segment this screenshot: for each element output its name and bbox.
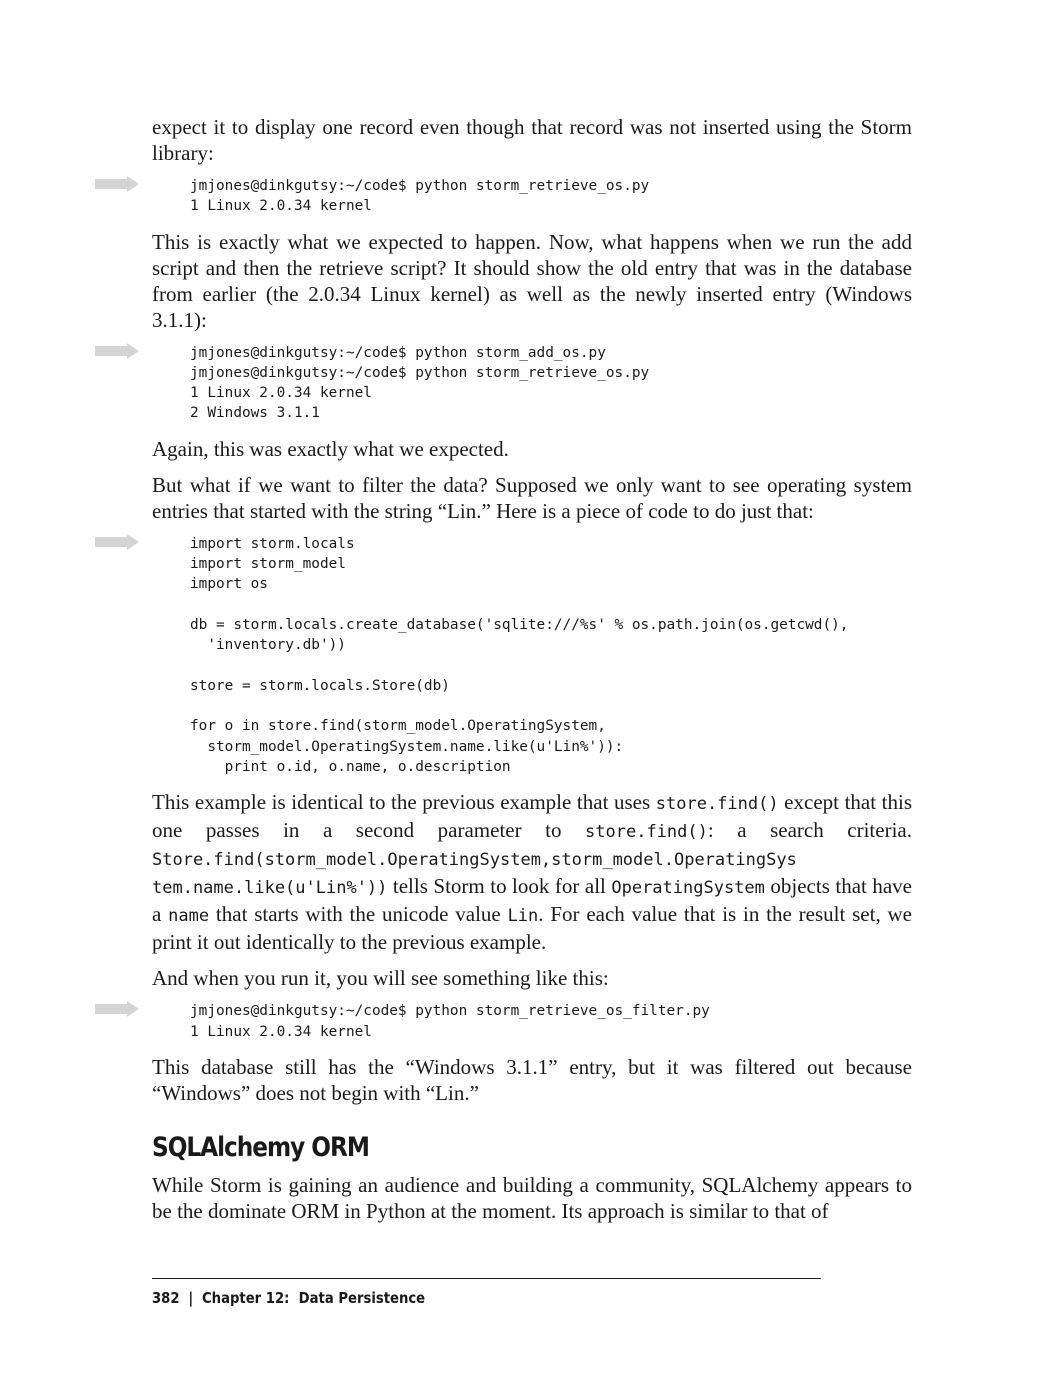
page-number: 382: [152, 1289, 180, 1307]
text-run: that starts with the unicode value: [209, 902, 508, 927]
inline-code: Lin: [507, 906, 539, 927]
section-heading: SQLAlchemy ORM: [152, 1131, 369, 1163]
chapter-title: Data Persistence: [298, 1289, 426, 1307]
text-run: : a search criteria.: [707, 818, 912, 843]
paragraph: While Storm is gaining an audience and building a community, SQLAlchemy appears to be the dominate ORM in Python at the moment. Its approach is similar to that of: [152, 1172, 912, 1223]
code-listing: jmjones@dinkgutsy:~/code$ python storm_add_os.py jmjones@dinkgutsy:~/code$ python storm_retrieve_os.py 1 Linux 2.0.34 kernel 2 Windows 3.1.1: [190, 344, 650, 422]
paragraph: And when you run it, you will see something like this:: [152, 966, 609, 991]
text-run: This example is identical to the previous example that uses: [152, 790, 656, 815]
paragraph: [152, 789, 912, 955]
text-run: . For each value that is in the result set, we print it out identically to the previous example.: [152, 902, 912, 955]
page-body: [152, 114, 912, 1234]
inline-code: Store.find(storm_model.OperatingSystem,storm_model.OperatingSys tem.name.like(u'Lin%')): [152, 850, 797, 899]
code-block: [152, 176, 912, 217]
arrow-right-icon: [95, 176, 139, 192]
arrow-right-icon: [95, 534, 139, 550]
code-block: [152, 1001, 912, 1042]
code-listing: jmjones@dinkgutsy:~/code$ python storm_retrieve_os.py 1 Linux 2.0.34 kernel: [190, 178, 650, 215]
arrow-right-icon: [95, 343, 139, 359]
page-footer: [152, 1278, 821, 1307]
code-block: [152, 343, 912, 424]
arrow-right-icon: [95, 1001, 139, 1017]
inline-code: OperatingSystem: [611, 878, 765, 899]
paragraph: But what if we want to filter the data? Supposed we only want to see operating system entries that started with the string “Lin.” Here is a piece of code to do just that:: [152, 472, 912, 523]
chapter-label: Chapter 12:: [201, 1289, 290, 1307]
paragraph: This is exactly what we expected to happen. Now, what happens when we run the add script and then the retrieve script? It should show the old entry that was in the database from earlier (the 2.0.34 Linux kernel) as well as the newly inserted entry (Windows 3.1.1):: [152, 229, 912, 332]
code-listing: jmjones@dinkgutsy:~/code$ python storm_retrieve_os_filter.py 1 Linux 2.0.34 kernel: [190, 1003, 710, 1040]
paragraph: Again, this was exactly what we expected.: [152, 436, 509, 461]
paragraph: expect it to display one record even though that record was not inserted using the Storm library:: [152, 115, 912, 165]
footer-separator: |: [188, 1289, 194, 1307]
text-run: tells Storm to look for all: [387, 874, 612, 899]
text-run: except that this one passes in a second parameter to: [152, 790, 912, 843]
code-listing: import storm.locals import storm_model import os db = storm.locals.create_database('sqlite:///%s' % os.path.join(os.getcwd(), 'inventory.db')) store = storm.locals.Store(db) for o in store.find(storm_model.OperatingSystem, storm_model.OperatingSystem.name.like(u'Lin%')): print o.id, o.name, o.description: [190, 535, 849, 776]
text-run: objects that have a: [152, 874, 912, 927]
code-block: [152, 534, 912, 778]
inline-code: store.find(): [655, 794, 779, 815]
inline-code: name: [168, 906, 210, 927]
inline-code: store.find(): [585, 822, 708, 843]
paragraph: This database still has the “Windows 3.1.1” entry, but it was filtered out because “Windows” does not begin with “Lin.”: [152, 1054, 912, 1105]
